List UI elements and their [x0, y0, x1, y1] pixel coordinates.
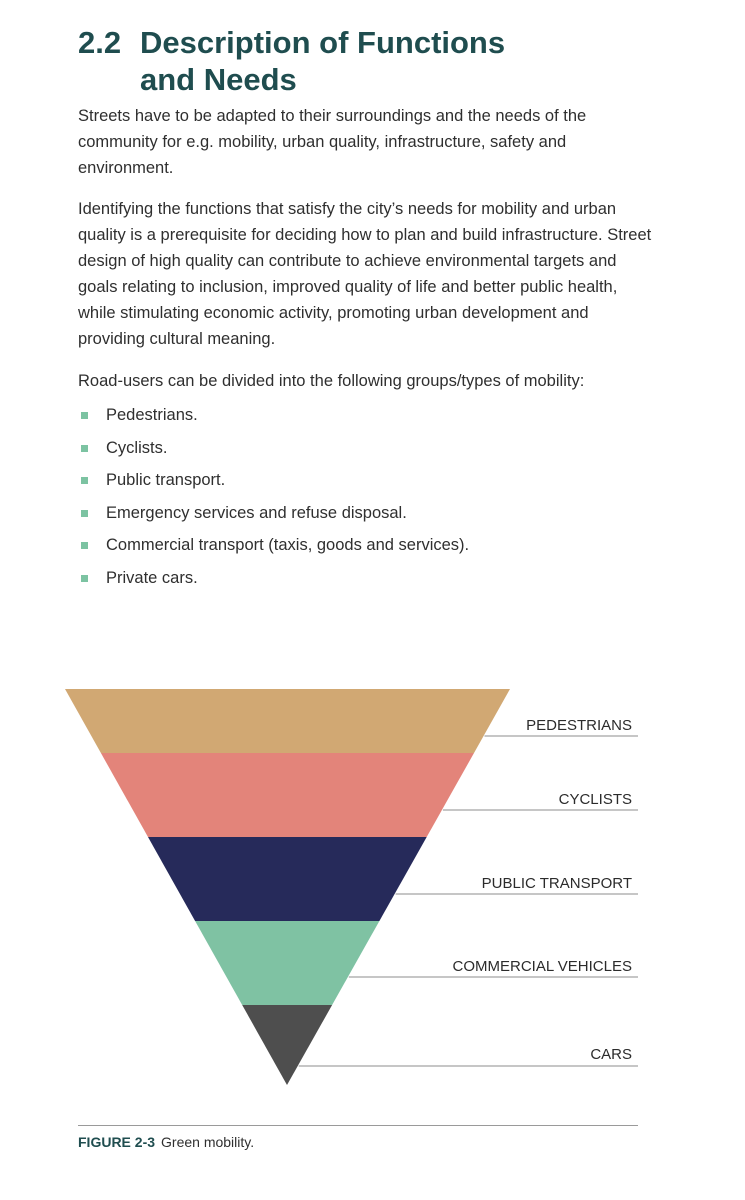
list-item	[78, 466, 469, 499]
label-pedestrians: PEDESTRIANS	[526, 717, 632, 734]
pyramid-band-public-transport	[148, 837, 427, 921]
bullet-square-icon	[81, 412, 88, 419]
list-item	[78, 564, 469, 597]
list-item	[78, 434, 469, 467]
green-mobility-figure	[0, 680, 745, 1100]
section-number: 2.2	[78, 25, 122, 60]
section-title-line-1: Description of Functions	[140, 25, 506, 60]
bullet-square-icon	[81, 542, 88, 549]
pyramid-band-pedestrians	[65, 689, 510, 753]
mobility-pyramid-diagram	[0, 680, 745, 1100]
label-cyclists: CYCLISTS	[558, 791, 632, 808]
bullet-square-icon	[81, 510, 88, 517]
paragraph-functions: Identifying the functions that satisfy the city’s needs for mobility and urban quality is a prerequisite for deciding how to plan and build infrastructure. Street design of high quality can contribute to achieve environmental targets and goals relating to inclusion, improved quality of life and better public health, while stimulating economic activity, promoting urban development and providing cultural meaning.	[78, 200, 652, 348]
bullet-square-icon	[81, 445, 88, 452]
list-item	[78, 531, 469, 564]
pyramid-band-commercial-vehicles	[195, 921, 379, 1005]
mobility-types-list	[78, 401, 469, 597]
list-item	[78, 401, 469, 434]
label-commercial-vehicles: COMMERCIAL VEHICLES	[452, 958, 632, 975]
list-item-text: Emergency services and refuse disposal.	[106, 503, 407, 522]
label-public-transport: PUBLIC TRANSPORT	[481, 875, 632, 892]
list-item-text: Cyclists.	[106, 438, 168, 457]
section-title-line-2: and Needs	[140, 62, 297, 97]
list-item-text: Private cars.	[106, 568, 198, 587]
section-heading	[78, 24, 505, 98]
list-item-text: Pedestrians.	[106, 406, 198, 424]
label-cars: CARS	[590, 1046, 632, 1063]
paragraph-intro: Streets have to be adapted to their surroundings and the needs of the community for e.g. mobility, urban quality, infrastructure, safety and environment.	[78, 107, 587, 177]
list-item-text: Public transport.	[106, 471, 226, 490]
pyramid-band-cyclists	[101, 753, 474, 837]
paragraph-road-users: Road-users can be divided into the following groups/types of mobility:	[78, 372, 585, 390]
bullet-square-icon	[81, 477, 88, 484]
list-item-text: Commercial transport (taxis, goods and services).	[106, 536, 470, 555]
figure-caption-label: FIGURE 2-3	[78, 1134, 156, 1150]
figure-caption	[78, 1125, 638, 1150]
figure-caption-text: Green mobility.	[161, 1134, 255, 1150]
pyramid-band-cars	[242, 1005, 332, 1085]
bullet-square-icon	[81, 575, 88, 582]
list-item	[78, 499, 469, 532]
